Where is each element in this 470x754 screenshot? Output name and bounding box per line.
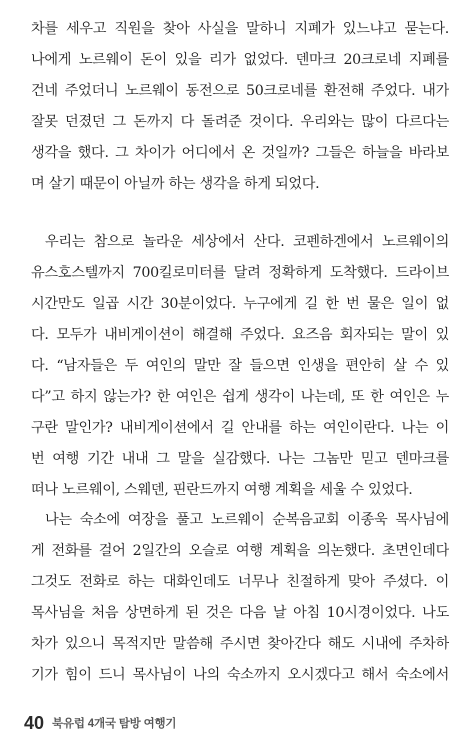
text-line: 다”고 하지 않는가? 한 여인은 쉽게 생각이 나는데, 또 한 여인은 누 [31,389,449,405]
text-line: 우리는 참으로 놀라운 세상에서 산다. 코펜하겐에서 노르웨이의 [45,234,449,250]
paragraph-3 [31,505,449,691]
text-line: 차가 있으니 목적지만 말씀해 주시면 찾아간다 해도 시내에 주차하 [31,636,449,652]
text-line: 번 여행 기간 내내 그 말을 실감했다. 나는 그놈만 믿고 덴마크를 [31,451,449,467]
text-line: 다. 모두가 내비게이션이 해결해 주었다. 요즈음 회자되는 말이 있 [31,327,449,343]
text-line: 게 전화를 걸어 2일간의 오슬로 여행 계획을 의논했다. 초면인데다 [31,543,449,559]
text-line: 목사님을 처음 상면하게 된 것은 다음 날 아침 10시경이었다. 나도 [31,605,449,621]
text-line: 나는 숙소에 여장을 풀고 노르웨이 순복음교회 이종욱 목사님에 [45,512,449,528]
text-line: 유스호스텔까지 700킬로미터를 달려 정확하게 도착했다. 드라이브 [31,265,449,281]
text-line: 생각을 했다. 그 차이가 어디에서 온 것일까? 그들은 하늘을 바라보 [31,145,449,161]
paragraph-2 [31,227,449,506]
text-line: 기가 힘이 드니 목사님이 나의 숙소까지 오시겠다고 해서 숙소에서 [31,667,449,683]
text-line: 다. “남자들은 두 여인의 말만 잘 들으면 인생을 편안히 살 수 있 [31,358,449,374]
paragraph-1 [31,14,449,200]
text-line: 며 살기 때문이 아닐까 하는 생각을 하게 되었다. [31,176,320,192]
text-line: 건네 주었더니 노르웨이 동전으로 50크로네를 환전해 주었다. 내가 [31,83,449,99]
text-line: 구란 말인가? 내비게이션에서 길 안내를 하는 여인이란다. 나는 이 [31,420,449,436]
text-line: 차를 세우고 직원을 찾아 사실을 말하니 지폐가 있느냐고 묻는다. [31,21,449,37]
text-line: 시간만도 일곱 시간 30분이었다. 누구에게 길 한 번 물은 일이 없 [31,296,449,312]
text-line: 그것도 전화로 하는 대화인데도 너무나 친절하게 맞아 주셨다. 이 [31,574,449,590]
text-line: 나에게 노르웨이 돈이 있을 리가 없었다. 덴마크 20크로네 지폐를 [31,52,449,68]
text-line: 잘못 던졌던 그 돈까지 다 돌려준 것이다. 우리와는 많이 다르다는 [31,114,449,130]
running-title: 북유럽 4개국 탐방 여행기 [52,718,177,730]
text-line: 떠나 노르웨이, 스웨덴, 핀란드까지 여행 계획을 세울 수 있었다. [31,482,413,498]
page-footer [24,708,176,738]
page-number: 40 [24,712,45,733]
